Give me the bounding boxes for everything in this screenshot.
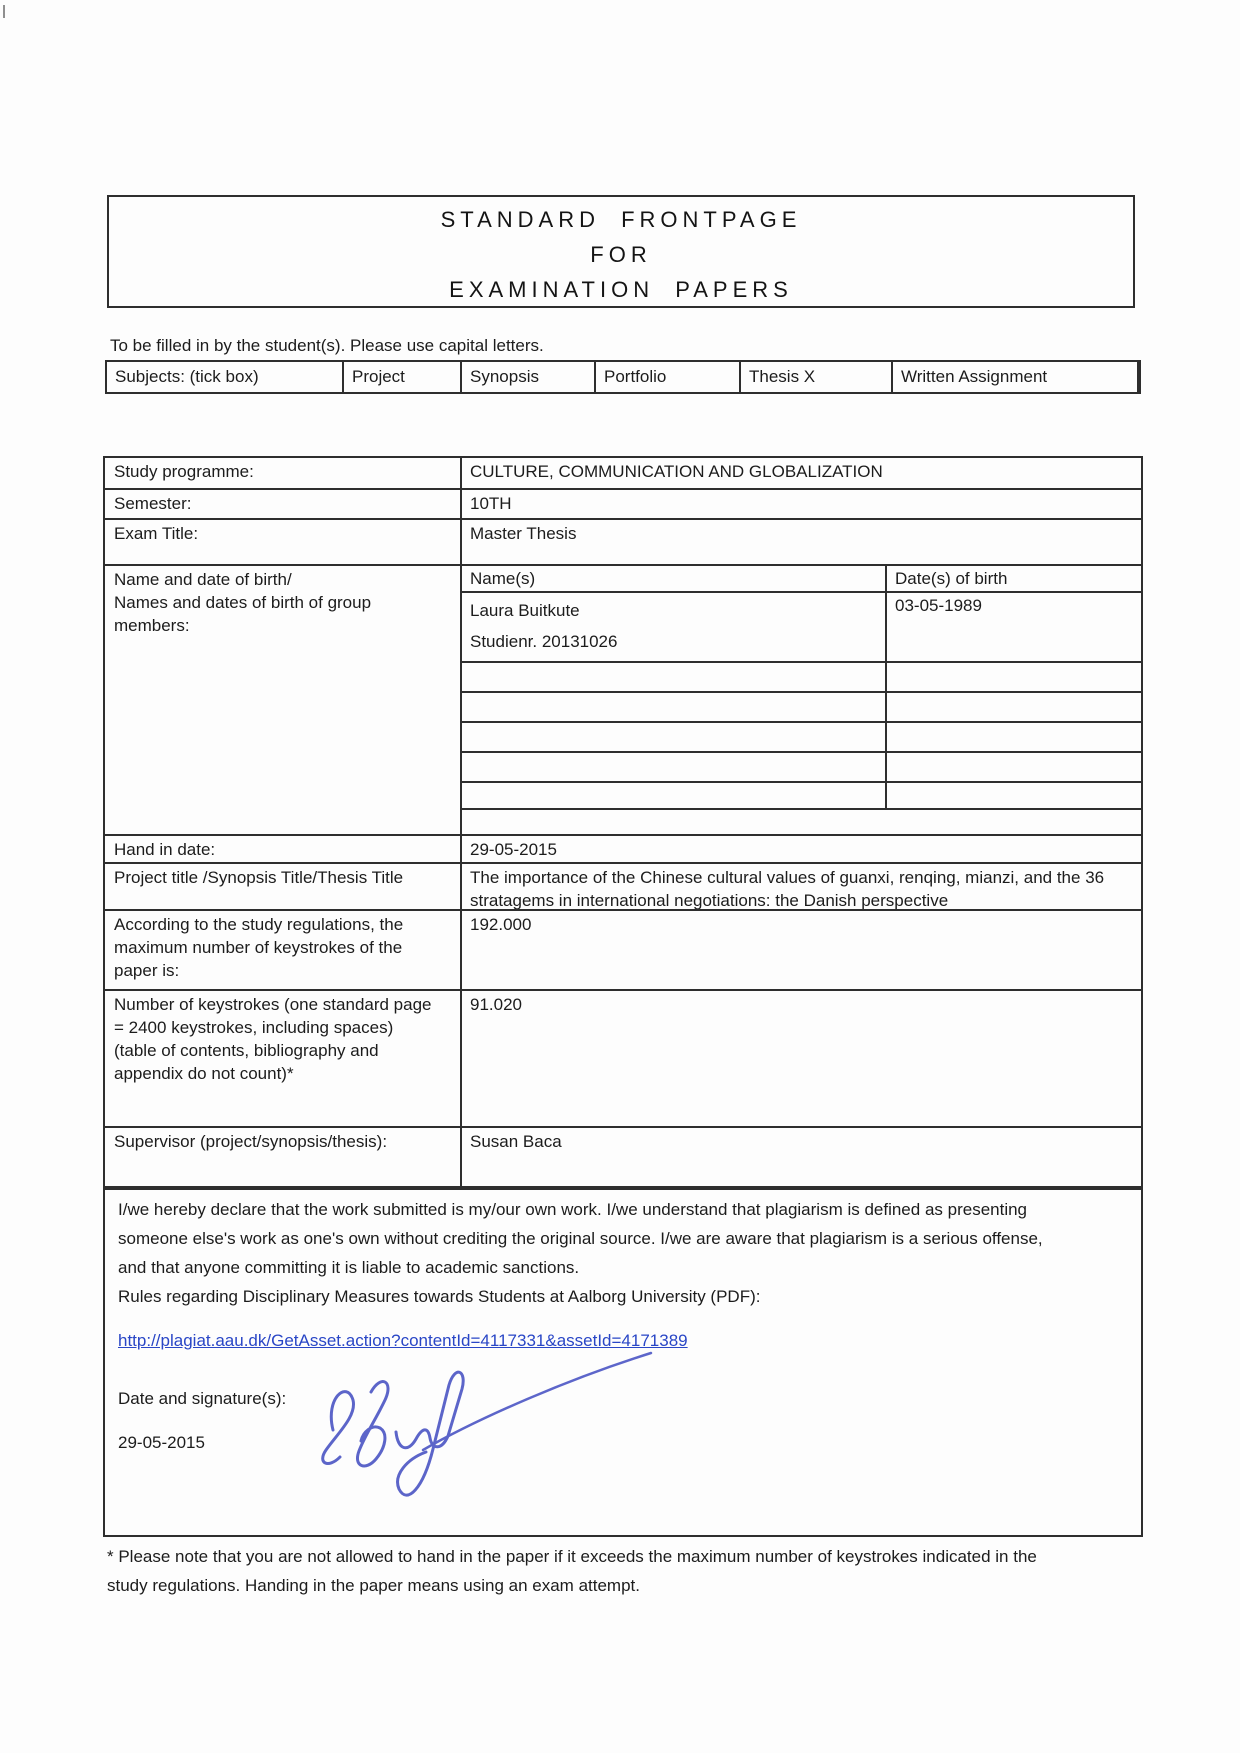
date-signature-label: Date and signature(s): [118,1389,287,1408]
semester-label: Semester: [105,490,462,518]
keystrokes-footnote: * Please note that you are not allowed to hand in the paper if it exceeds the maximum number of keystrokes indicated in the study regulations. Handing in the paper means using an exam attempt. [107,1547,1037,1595]
student-name-row [462,593,1141,663]
names-label [105,566,462,834]
title-box [107,195,1135,308]
project-title-label: Project title /Synopsis Title/Thesis Title [105,864,462,909]
subject-option-written-assignment: Written Assignment [893,362,1139,392]
table-row-exam-title [105,518,1141,564]
table-row-semester [105,488,1141,518]
student-info-table [103,456,1143,1188]
keystrokes-value: 91.020 [470,995,522,1014]
names-column-header: Name(s) [462,566,887,591]
semester-value: 10TH [470,494,512,513]
names-label-line2: Names and dates of birth of group members: [114,593,372,635]
supervisor-value: Susan Baca [470,1132,562,1151]
subjects-tick-table [105,360,1141,394]
hand-in-date-label: Hand in date: [105,836,462,862]
exam-title-label: Exam Title: [105,520,462,564]
table-row-names [105,564,1141,834]
page-title-line3: EXAMINATION PAPERS [449,277,793,302]
names-header-row [462,566,1141,593]
fill-in-instruction: To be filled in by the student(s). Please use capital letters. [110,336,544,355]
study-programme-label: Study programme: [105,458,462,488]
max-keystrokes-value: 192.000 [470,915,532,934]
student-name-cell [462,593,887,661]
empty-name-row-full-width [462,810,1141,834]
names-label-line1: Name and date of birth/ [114,570,292,589]
project-title-value: The importance of the Chinese cultural values of guanxi, renqing, mianzi, and the 36 stratagems in international negotiations: the Danish perspective [470,868,1105,909]
table-row-study-programme [105,458,1141,488]
page-title-line2: FOR [590,242,652,267]
empty-name-row [462,693,1141,723]
empty-name-row [462,783,1141,810]
table-row-max-keystrokes [105,909,1141,989]
empty-name-row [462,753,1141,783]
plagiarism-rules-link[interactable]: http://plagiat.aau.dk/GetAsset.action?contentId=4117331&assetId=4171389 [118,1331,688,1350]
table-row-keystrokes [105,989,1141,1126]
student-number: Studienr. 20131026 [470,632,618,651]
student-name: Laura Buitkute [470,601,580,620]
handwritten-signature-ink [295,1338,665,1513]
subject-option-project: Project [344,362,462,392]
dob-column-header: Date(s) of birth [895,569,1008,588]
study-programme-value: CULTURE, COMMUNICATION AND GLOBALIZATION [470,462,883,481]
table-row-hand-in-date [105,834,1141,862]
subjects-label-cell: Subjects: (tick box) [107,362,344,392]
empty-name-row [462,663,1141,693]
scan-artifact [3,5,5,18]
hand-in-date-value: 29-05-2015 [470,840,557,859]
student-dob-cell: 03-05-1989 [895,596,982,615]
table-row-supervisor [105,1126,1141,1186]
disciplinary-rules-line: Rules regarding Disciplinary Measures towards Students at Aalborg University (PDF): [118,1287,761,1306]
page-title-line1: STANDARD FRONTPAGE [440,207,802,232]
subject-option-portfolio: Portfolio [596,362,741,392]
signature-date: 29-05-2015 [118,1433,205,1452]
subject-option-thesis-ticked: Thesis X [741,362,893,392]
subject-option-synopsis: Synopsis [462,362,596,392]
names-subtable [462,566,1141,834]
empty-name-row [462,723,1141,753]
keystrokes-label: Number of keystrokes (one standard page = 2400 keystrokes, including spaces) (table of contents, bibliography and appendix do not count)* [105,991,462,1126]
table-row-project-title [105,862,1141,909]
exam-title-value: Master Thesis [470,524,577,543]
supervisor-label: Supervisor (project/synopsis/thesis): [105,1128,462,1186]
max-keystrokes-label: According to the study regulations, the maximum number of keystrokes of the paper is: [105,911,462,989]
plagiarism-declaration-text: I/we hereby declare that the work submitted is my/our own work. I/we understand that plagiarism is defined as presenting someone else's work as one's own without crediting the original source. I/we are aware that plagiarism is a serious offense, and that anyone committing it is liable to academic sanctions. [118,1200,1043,1277]
